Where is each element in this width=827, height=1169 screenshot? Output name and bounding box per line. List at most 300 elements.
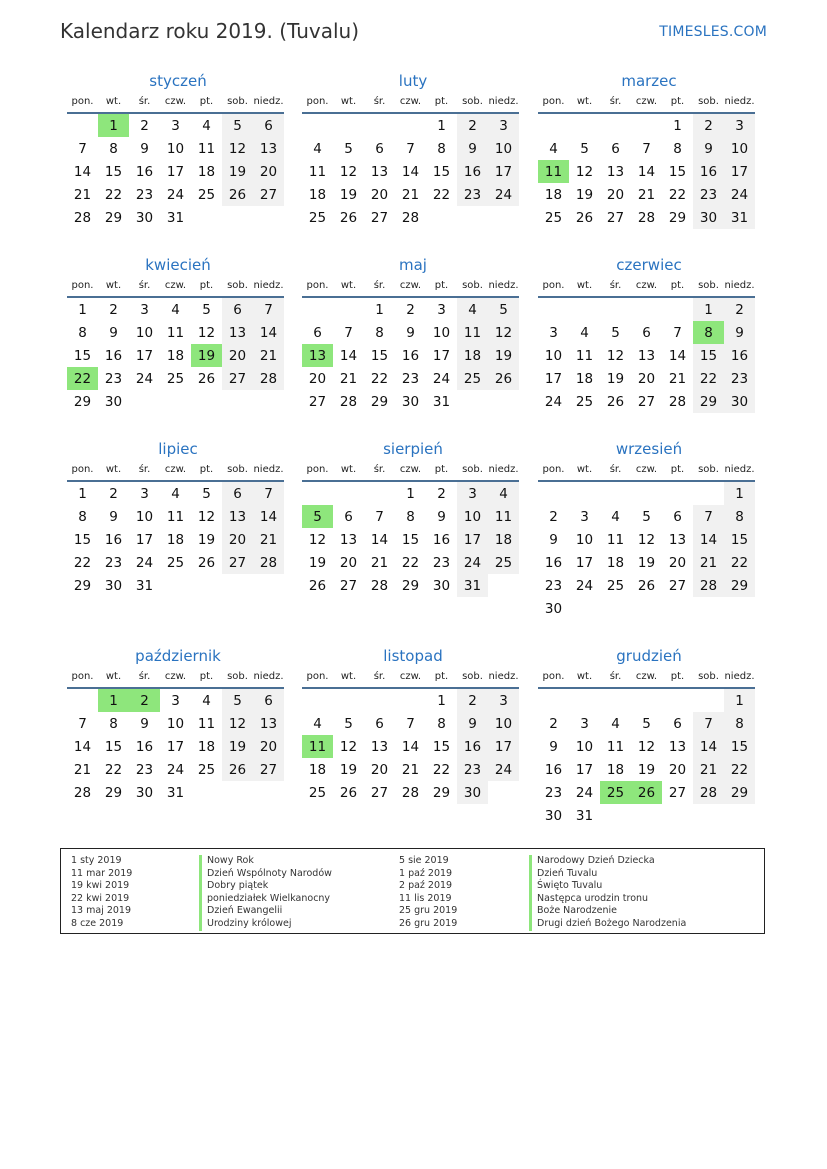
day-grid [302,689,519,804]
holiday-name: Drugi dzień Bożego Narodzenia [529,918,686,931]
weekday-label: niedz. [724,464,755,475]
day-cell: 31 [457,574,488,597]
weekday-label: pon. [306,280,329,291]
day-cell: 30 [432,577,451,594]
day-cell: 20 [668,554,687,571]
day-cell: 23 [544,577,563,594]
day-cell: 4 [202,117,211,134]
month-10 [67,645,289,804]
weekday-label: czw. [635,96,658,107]
day-cell: 17 [488,160,519,183]
holiday-name: Dzień Ewangelii [199,905,332,918]
day-cell: 30 [693,206,724,229]
month-name: wrzesień [615,440,683,458]
day-cell: 2 [549,508,558,525]
day-cell: 9 [437,508,446,525]
day-cell: 14 [339,347,358,364]
day-cell: 7 [375,508,384,525]
holiday-day-cell: 5 [302,505,333,528]
weekday-header [67,276,284,298]
holiday-day-cell: 11 [538,160,569,183]
day-cell: 16 [104,347,123,364]
day-cell: 12 [222,712,253,735]
holiday-date: 22 kwi 2019 [71,892,130,904]
weekday-label: pt. [434,671,449,682]
day-cell: 2 [724,298,755,321]
day-cell: 1 [724,482,755,505]
holiday-day-cell: 11 [302,735,333,758]
day-cell: 22 [668,186,687,203]
day-cell: 2 [109,301,118,318]
day-cell: 30 [401,393,420,410]
day-cell: 7 [78,140,87,157]
month-name: maj [399,256,427,274]
day-cell: 14 [401,163,420,180]
weekday-label: pon. [71,464,94,475]
weekday-label: śr. [609,280,622,291]
day-cell: 12 [606,347,625,364]
weekday-label: niedz. [724,280,755,291]
day-cell: 17 [135,531,154,548]
day-cell: 31 [432,393,451,410]
day-cell: 16 [135,738,154,755]
weekday-header [302,276,519,298]
day-cell: 7 [406,715,415,732]
day-cell: 1 [78,485,87,502]
weekday-label: pon. [71,280,94,291]
day-cell: 5 [344,140,353,157]
day-cell: 13 [606,163,625,180]
weekday-header [67,667,284,689]
day-cell: 25 [606,577,625,594]
holiday-day-cell: 19 [191,344,222,367]
day-cell: 20 [370,761,389,778]
day-cell: 14 [637,163,656,180]
weekday-label: wt. [340,280,357,291]
day-cell: 20 [606,186,625,203]
day-cell: 30 [135,209,154,226]
day-cell: 12 [637,738,656,755]
holiday-name: Urodziny królowej [199,918,332,931]
day-cell: 27 [222,551,253,574]
day-cell: 6 [375,140,384,157]
day-cell: 3 [171,692,180,709]
holiday-date: 19 kwi 2019 [71,880,130,892]
empty-cell [662,298,693,321]
day-cell: 25 [488,551,519,574]
day-cell: 11 [166,324,185,341]
day-cell: 24 [544,393,563,410]
day-cell: 20 [308,370,327,387]
month-9 [538,438,760,620]
day-cell: 30 [135,784,154,801]
empty-cell [364,482,395,505]
day-cell: 11 [308,163,327,180]
day-cell: 3 [549,324,558,341]
day-cell: 21 [401,186,420,203]
day-cell: 15 [724,735,755,758]
weekday-label: pon. [542,464,565,475]
weekday-label: niedz. [488,96,519,107]
day-cell: 5 [222,114,253,137]
weekday-label: niedz. [724,671,755,682]
empty-cell [302,689,333,712]
day-cell: 19 [606,370,625,387]
day-cell: 4 [488,482,519,505]
holiday-name: Boże Narodzenie [529,905,686,918]
day-grid [538,114,755,229]
day-cell: 28 [73,784,92,801]
day-cell: 12 [222,137,253,160]
day-cell: 29 [724,574,755,597]
day-cell: 3 [488,114,519,137]
holiday-dates-column-2 [399,855,457,931]
day-cell: 25 [166,554,185,571]
day-cell: 13 [222,321,253,344]
holiday-date: 5 sie 2019 [399,855,449,866]
weekday-label: niedz. [253,671,284,682]
day-cell: 24 [166,761,185,778]
day-cell: 16 [693,160,724,183]
weekday-label: pon. [542,280,565,291]
day-cell: 23 [457,183,488,206]
day-cell: 2 [437,485,446,502]
day-cell: 28 [339,393,358,410]
day-cell: 31 [575,807,594,824]
day-cell: 12 [197,324,216,341]
day-cell: 23 [104,554,123,571]
month-2 [302,70,524,229]
weekday-label: pon. [542,96,565,107]
holiday-day-cell: 8 [693,321,724,344]
empty-cell [538,114,569,137]
weekday-label: pt. [434,464,449,475]
month-3 [538,70,760,229]
day-cell: 11 [197,715,216,732]
empty-cell [662,482,693,505]
day-cell: 29 [104,784,123,801]
empty-cell [631,689,662,712]
weekday-label: czw. [399,280,422,291]
empty-cell [569,298,600,321]
weekday-label: czw. [399,671,422,682]
day-cell: 14 [73,163,92,180]
day-cell: 28 [253,367,284,390]
empty-cell [600,689,631,712]
day-cell: 16 [104,531,123,548]
weekday-label: niedz. [253,280,284,291]
day-cell: 1 [693,298,724,321]
weekday-header [302,92,519,114]
holiday-name: poniedziałek Wielkanocny [199,893,332,906]
day-cell: 15 [73,531,92,548]
day-cell: 7 [642,140,651,157]
day-cell: 3 [140,485,149,502]
day-cell: 14 [73,738,92,755]
weekday-label: śr. [609,671,622,682]
weekday-label: pt. [199,671,214,682]
day-cell: 7 [406,140,415,157]
month-name: listopad [383,647,443,665]
day-cell: 8 [109,140,118,157]
month-8 [302,438,524,597]
day-cell: 10 [135,324,154,341]
weekday-label: niedz. [253,96,284,107]
empty-cell [693,482,724,505]
weekday-label: śr. [609,96,622,107]
day-cell: 28 [693,781,724,804]
site-link[interactable]: TIMESLES.COM [659,24,767,40]
weekday-label: śr. [373,96,386,107]
weekday-label: śr. [138,280,151,291]
weekday-label: pon. [71,96,94,107]
day-cell: 20 [222,344,253,367]
day-cell: 15 [432,738,451,755]
day-cell: 5 [344,715,353,732]
day-cell: 22 [432,761,451,778]
day-cell: 15 [432,163,451,180]
holiday-name: Narodowy Dzień Dziecka [529,855,686,868]
empty-cell [364,114,395,137]
holiday-day-cell: 2 [129,689,160,712]
holiday-date: 11 lis 2019 [399,892,452,904]
day-cell: 5 [202,301,211,318]
day-cell: 27 [339,577,358,594]
weekday-label: sob. [462,464,483,475]
day-cell: 9 [109,508,118,525]
day-cell: 20 [370,186,389,203]
day-cell: 13 [339,531,358,548]
day-cell: 21 [370,554,389,571]
empty-cell [538,298,569,321]
day-cell: 30 [544,807,563,824]
day-cell: 9 [724,321,755,344]
holiday-names-column-2 [529,855,686,931]
day-cell: 10 [544,347,563,364]
month-5 [302,254,524,413]
day-cell: 12 [637,531,656,548]
day-cell: 26 [488,367,519,390]
day-cell: 17 [575,761,594,778]
day-cell: 15 [693,344,724,367]
day-cell: 20 [222,528,253,551]
day-grid [67,689,284,804]
day-cell: 26 [222,183,253,206]
day-cell: 13 [668,738,687,755]
day-cell: 6 [222,482,253,505]
weekday-label: pt. [199,96,214,107]
day-cell: 28 [401,209,420,226]
day-cell: 17 [166,163,185,180]
holiday-name: Następca urodzin tronu [529,893,686,906]
day-cell: 27 [370,209,389,226]
day-cell: 17 [135,347,154,364]
day-cell: 9 [140,715,149,732]
empty-cell [600,298,631,321]
weekday-label: sob. [698,280,719,291]
day-cell: 11 [606,531,625,548]
day-cell: 21 [693,758,724,781]
day-cell: 30 [724,390,755,413]
empty-cell [631,114,662,137]
day-cell: 11 [488,505,519,528]
day-cell: 22 [104,761,123,778]
day-cell: 19 [637,554,656,571]
weekday-label: niedz. [488,671,519,682]
day-cell: 4 [611,508,620,525]
weekday-label: czw. [635,671,658,682]
day-cell: 29 [724,781,755,804]
day-cell: 2 [457,689,488,712]
day-cell: 24 [575,577,594,594]
holiday-name: Nowy Rok [199,855,332,868]
weekday-label: śr. [373,280,386,291]
day-cell: 10 [457,505,488,528]
day-cell: 5 [642,508,651,525]
day-cell: 19 [197,531,216,548]
day-cell: 22 [401,554,420,571]
day-cell: 30 [104,577,123,594]
day-grid [538,482,755,620]
day-cell: 31 [166,209,185,226]
day-cell: 14 [370,531,389,548]
weekday-label: niedz. [488,280,519,291]
day-cell: 1 [406,485,415,502]
day-cell: 27 [253,758,284,781]
holiday-date: 11 mar 2019 [71,867,133,879]
day-cell: 16 [432,531,451,548]
weekday-label: pon. [306,464,329,475]
weekday-label: wt. [105,464,122,475]
day-cell: 6 [375,715,384,732]
day-cell: 6 [673,508,682,525]
day-cell: 1 [437,692,446,709]
day-cell: 16 [457,735,488,758]
day-cell: 4 [611,715,620,732]
day-cell: 25 [544,209,563,226]
weekday-label: pt. [434,280,449,291]
day-cell: 18 [606,554,625,571]
weekday-label: wt. [576,280,593,291]
day-cell: 14 [401,738,420,755]
day-cell: 8 [375,324,384,341]
day-cell: 3 [437,301,446,318]
day-cell: 23 [135,761,154,778]
day-cell: 7 [693,712,724,735]
day-cell: 5 [488,298,519,321]
weekday-label: śr. [138,464,151,475]
day-cell: 12 [339,738,358,755]
day-cell: 29 [401,577,420,594]
empty-cell [631,482,662,505]
day-cell: 10 [166,715,185,732]
holiday-date: 2 paź 2019 [399,880,453,892]
day-cell: 24 [432,370,451,387]
day-cell: 28 [637,209,656,226]
day-cell: 14 [253,321,284,344]
empty-cell [538,689,569,712]
holiday-day-cell: 22 [67,367,98,390]
month-6 [538,254,760,413]
empty-cell [569,114,600,137]
day-cell: 27 [308,393,327,410]
day-cell: 27 [668,577,687,594]
weekday-label: pt. [434,96,449,107]
day-cell: 18 [488,528,519,551]
day-cell: 18 [308,761,327,778]
day-cell: 22 [724,758,755,781]
day-cell: 8 [109,715,118,732]
holiday-name: Dzień Wspólnoty Narodów [199,868,332,881]
day-cell: 17 [166,738,185,755]
day-cell: 2 [549,715,558,732]
month-4 [67,254,289,413]
day-cell: 6 [611,140,620,157]
day-cell: 4 [313,140,322,157]
weekday-header [538,667,755,689]
day-cell: 29 [104,209,123,226]
weekday-label: czw. [164,280,187,291]
weekday-label: wt. [105,671,122,682]
day-cell: 22 [73,554,92,571]
day-cell: 28 [253,551,284,574]
day-cell: 6 [344,508,353,525]
day-cell: 24 [457,551,488,574]
day-cell: 6 [673,715,682,732]
day-cell: 19 [308,554,327,571]
month-name: lipiec [158,440,198,458]
day-cell: 21 [339,370,358,387]
holiday-day-cell: 25 [600,781,631,804]
holiday-day-cell: 26 [631,781,662,804]
day-cell: 23 [693,183,724,206]
day-cell: 4 [202,692,211,709]
day-cell: 15 [724,528,755,551]
day-cell: 18 [197,738,216,755]
day-cell: 29 [73,577,92,594]
day-cell: 26 [197,554,216,571]
empty-cell [364,689,395,712]
weekday-label: sob. [462,96,483,107]
empty-cell [333,482,364,505]
weekday-label: czw. [399,96,422,107]
holiday-list [60,848,765,934]
day-cell: 8 [406,508,415,525]
weekday-label: czw. [399,464,422,475]
day-cell: 26 [339,784,358,801]
day-cell: 11 [606,738,625,755]
weekday-label: sob. [227,464,248,475]
day-cell: 23 [432,554,451,571]
month-7 [67,438,289,597]
day-cell: 24 [724,183,755,206]
day-cell: 2 [406,301,415,318]
holiday-name: Święto Tuvalu [529,880,686,893]
month-11 [302,645,524,804]
day-cell: 24 [166,186,185,203]
weekday-label: sob. [227,280,248,291]
day-cell: 22 [724,551,755,574]
day-cell: 12 [197,508,216,525]
day-cell: 16 [544,761,563,778]
day-cell: 1 [437,117,446,134]
weekday-label: czw. [164,96,187,107]
day-cell: 28 [401,784,420,801]
day-grid [538,298,755,413]
empty-cell [302,482,333,505]
day-cell: 27 [253,183,284,206]
day-cell: 24 [488,183,519,206]
